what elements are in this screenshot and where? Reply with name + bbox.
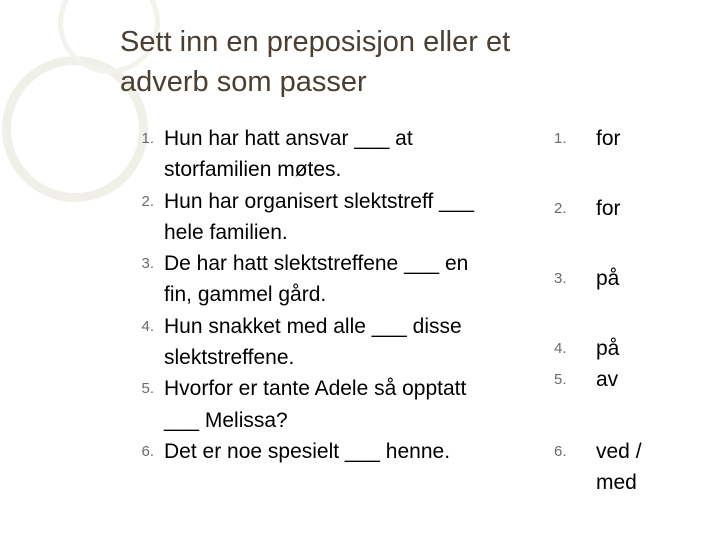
question-text-line-1: Hun har organisert slektstreff ___	[164, 189, 475, 213]
question-item	[118, 186, 538, 249]
question-text-line-2: fin, gammel gård.	[164, 283, 327, 307]
answer-text: for	[596, 127, 621, 150]
question-number: 3.	[141, 255, 154, 273]
question-text-line-1: De har hatt slektstreffene ___ en	[164, 252, 469, 276]
answer-item	[548, 436, 642, 498]
answer-item	[548, 333, 619, 364]
answer-number: 2.	[554, 200, 567, 217]
question-number: 4.	[141, 317, 154, 335]
question-text-line-1: Det er noe spesielt ___ henne.	[164, 439, 451, 463]
question-number: 6.	[141, 442, 154, 460]
answer-text: for	[596, 197, 621, 220]
answer-number: 6.	[554, 443, 567, 460]
question-text-line-1: Hun snakket med alle ___ disse	[164, 314, 462, 338]
answer-text: av	[596, 368, 619, 391]
question-text-line-1: Hvorfor er tante Adele så opptatt	[164, 377, 467, 401]
answer-text-line-2: med	[596, 471, 637, 494]
title-line-2: adverb som passer	[120, 66, 367, 98]
question-item	[118, 248, 538, 311]
slide-title	[120, 22, 680, 102]
question-list	[118, 123, 538, 467]
question-text-line-2: ___ Melissa?	[164, 408, 288, 432]
question-number: 5.	[141, 380, 154, 398]
question-text-line-1: Hun har hatt ansvar ___ at	[164, 127, 413, 150]
question-text-line-2: storfamilien møtes.	[164, 158, 342, 182]
question-item	[118, 436, 538, 467]
answer-text-line-1: ved /	[596, 440, 642, 463]
answer-number: 3.	[554, 270, 567, 287]
question-number: 1.	[141, 130, 154, 147]
answer-text: på	[596, 267, 620, 290]
question-item	[118, 373, 538, 436]
question-item	[118, 311, 538, 374]
question-text-line-2: slektstreffene.	[164, 346, 295, 370]
answer-number: 4.	[554, 340, 567, 357]
answer-item	[548, 263, 619, 294]
title-line-1: Sett inn en preposisjon eller et	[120, 26, 511, 58]
question-item	[118, 123, 538, 186]
answer-number: 1.	[554, 130, 567, 147]
answer-item	[548, 193, 621, 224]
question-text-line-2: hele familien.	[164, 220, 288, 244]
question-number: 2.	[141, 192, 154, 210]
answer-text: på	[596, 337, 620, 360]
answer-item	[548, 364, 618, 395]
answer-item	[548, 123, 621, 154]
answer-number: 5.	[554, 371, 567, 388]
